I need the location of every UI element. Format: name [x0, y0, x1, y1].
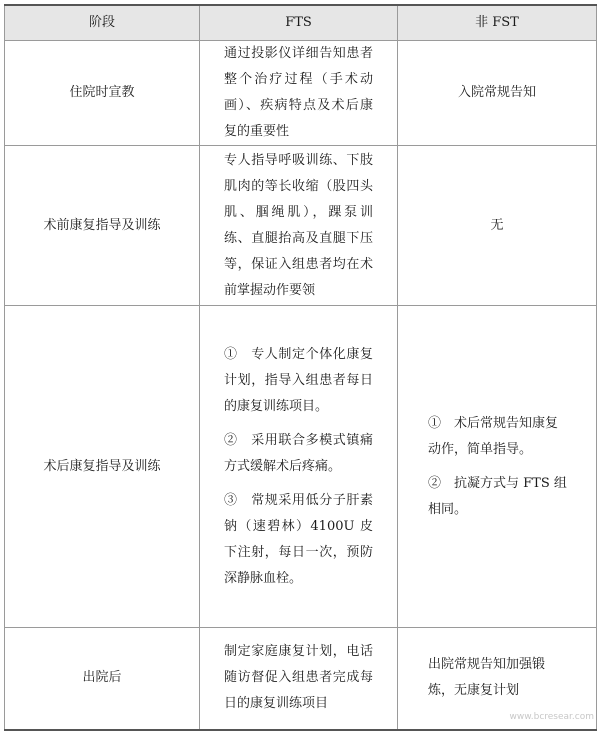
fts-item-3: ③ 常规采用低分子肝素钠（速碧林）4100U 皮下注射，每日一次，预防深静脉血栓。 [224, 492, 373, 586]
fts-text: 制定家庭康复计划，电话随访督促入组患者完成每日的康复训练项目 [224, 644, 373, 712]
fts-cell [200, 306, 398, 628]
fts-cell [200, 628, 398, 730]
table-row [5, 41, 597, 146]
table-row [5, 628, 597, 730]
stage-cell: 术后康复指导及训练 [5, 306, 200, 628]
fts-cell [200, 146, 398, 306]
fts-text: 专人指导呼吸训练、下肢肌肉的等长收缩（股四头肌、腘绳肌），踝泵训练、直腿抬高及直腿下压等，保证入组患者均在术前掌握动作要领 [224, 152, 373, 298]
fts-item-2: ② 采用联合多模式镇痛方式缓解术后疼痛。 [224, 432, 373, 474]
watermark: www.bcresear.com [509, 712, 594, 722]
fst-cell [398, 41, 597, 146]
fts-cell [200, 41, 398, 146]
fst-cell [398, 306, 597, 628]
fst-item-1: ① 术后常规告知康复动作，简单指导。 [428, 415, 559, 457]
fst-text: 入院常规告知 [457, 85, 536, 100]
fst-item-2: ② 抗凝方式与 FTS 组相同。 [428, 475, 567, 517]
fts-text: 通过投影仪详细告知患者整个治疗过程（手术动画）、疾病特点及术后康复的重要性 [224, 46, 373, 139]
header-fts: FTS [200, 5, 398, 41]
fst-text: 无 [490, 217, 504, 233]
table-row [5, 306, 597, 628]
header-stage: 阶段 [5, 5, 200, 41]
table-header-row [5, 5, 597, 41]
stage-cell: 住院时宣教 [5, 41, 200, 146]
stage-cell: 术前康复指导及训练 [5, 146, 200, 306]
table-row [5, 146, 597, 306]
fst-text: 出院常规告知加强锻炼，无康复计划 [428, 657, 546, 699]
fts-item-1: ① 专人制定个体化康复计划，指导入组患者每日的康复训练项目。 [224, 346, 373, 414]
fst-cell [398, 146, 597, 306]
stage-cell: 出院后 [5, 628, 200, 730]
comparison-table [4, 4, 597, 731]
header-non-fst: 非 FST [398, 5, 597, 41]
